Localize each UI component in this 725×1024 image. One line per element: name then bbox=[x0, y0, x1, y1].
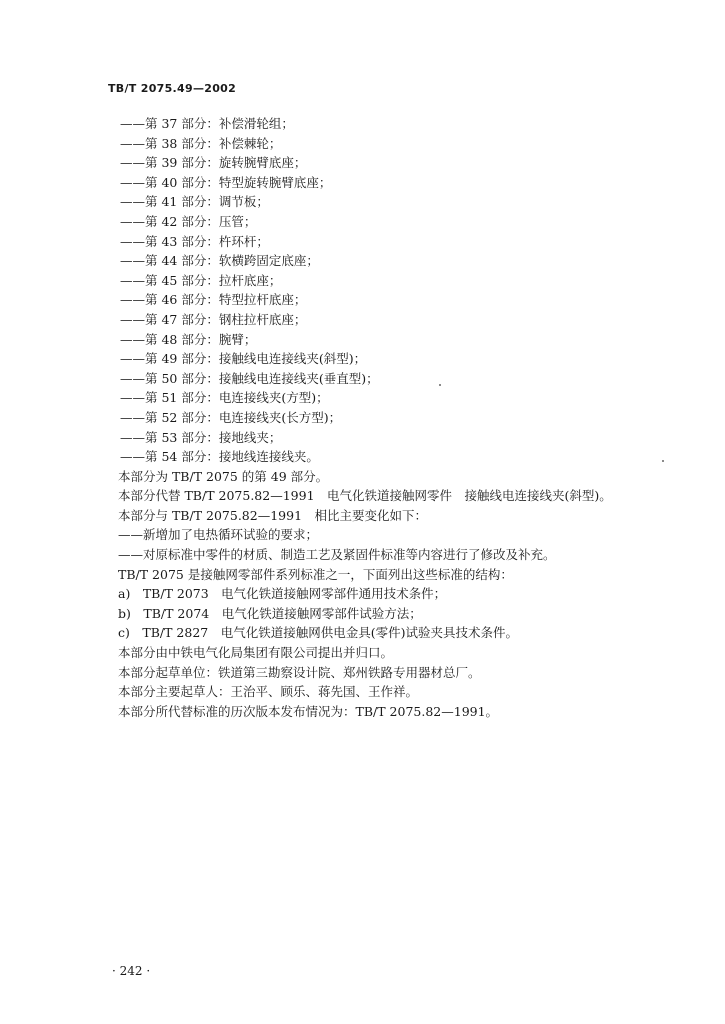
foreword-paragraphs bbox=[118, 467, 688, 722]
parts-list-item: ——第 53 部分：接地线夹； bbox=[120, 429, 282, 445]
parts-list-item: ——第 50 部分：接触线电连接线夹(垂直型)； bbox=[120, 370, 379, 386]
page-number: · 242 · bbox=[112, 964, 151, 978]
list-item-b: b) TB/T 2074 电气化铁道接触网零部件试验方法； bbox=[118, 605, 422, 621]
paragraph: 本部分由中铁电气化局集团有限公司提出并归口。 bbox=[118, 645, 394, 661]
document-body bbox=[118, 114, 688, 721]
paragraph: 本部分起草单位：铁道第三勘察设计院、郑州铁路专用器材总厂。 bbox=[118, 664, 481, 680]
parts-list-item: ——第 38 部分：补偿棘轮； bbox=[120, 135, 282, 151]
parts-list-item: ——第 46 部分：特型拉杆底座； bbox=[120, 292, 307, 308]
parts-list bbox=[118, 114, 688, 467]
list-item-c: c) TB/T 2827 电气化铁道接触网供电金具(零件)试验夹具技术条件。 bbox=[118, 625, 518, 641]
parts-list-item: ——第 48 部分：腕臂； bbox=[120, 331, 257, 347]
paragraph: 本部分代替 TB/T 2075.82—1991 电气化铁道接触网零件 接触线电连接线夹(斜型)。 bbox=[118, 488, 612, 504]
paragraph: TB/T 2075 是接触网零部件系列标准之一，下面列出这些标准的结构： bbox=[118, 566, 513, 582]
parts-list-item: ——第 43 部分：杵环杆； bbox=[120, 233, 269, 249]
parts-list-item: ——第 44 部分：软横跨固定底座； bbox=[120, 253, 319, 269]
paragraph: 本部分所代替标准的历次版本发布情况为：TB/T 2075.82—1991。 bbox=[118, 703, 499, 719]
paragraph: 本部分主要起草人：王治平、顾乐、蒋先国、王作祥。 bbox=[118, 684, 419, 700]
paragraph: 本部分与 TB/T 2075.82—1991 相比主要变化如下： bbox=[118, 507, 428, 523]
parts-list-item: ——第 42 部分：压管； bbox=[120, 213, 257, 229]
parts-list-item: ——第 52 部分：电连接线夹(长方型)； bbox=[120, 409, 342, 425]
scan-speck bbox=[662, 460, 664, 462]
parts-list-item: ——第 45 部分：拉杆底座； bbox=[120, 272, 282, 288]
parts-list-item: ——第 40 部分：特型旋转腕臂底座； bbox=[120, 174, 332, 190]
parts-list-item: ——第 37 部分：补偿滑轮组； bbox=[120, 116, 294, 131]
parts-list-item: ——第 41 部分：调节板； bbox=[120, 194, 269, 210]
parts-list-item: ——第 54 部分：接地线连接线夹。 bbox=[120, 449, 319, 465]
parts-list-item: ——第 49 部分：接触线电连接线夹(斜型)； bbox=[120, 351, 367, 367]
list-item-a: a) TB/T 2073 电气化铁道接触网零部件通用技术条件； bbox=[118, 586, 447, 602]
paragraph: 本部分为 TB/T 2075 的第 49 部分。 bbox=[118, 468, 329, 484]
parts-list-item: ——第 47 部分：钢柱拉杆底座； bbox=[120, 311, 307, 327]
parts-list-item: ——第 51 部分：电连接线夹(方型)； bbox=[120, 390, 329, 406]
paragraph: ——新增加了电热循环试验的要求； bbox=[118, 527, 319, 543]
standard-code-header: TB/T 2075.49—2002 bbox=[108, 82, 237, 95]
parts-list-item: ——第 39 部分：旋转腕臂底座； bbox=[120, 155, 307, 171]
scan-speck bbox=[439, 384, 441, 386]
paragraph: ——对原标准中零件的材质、制造工艺及紧固件标准等内容进行了修改及补充。 bbox=[118, 547, 556, 563]
